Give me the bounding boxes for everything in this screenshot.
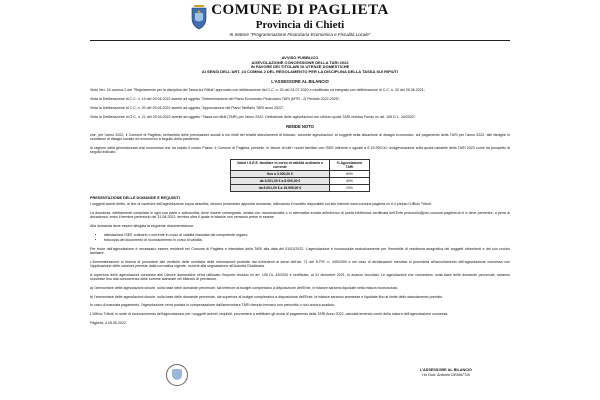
body-paragraph: In caso di mancata pagamento, l'agevolazione verrà portata in compensazione dall'ammontare TARI ritenuto inevaso non prescritto o non ancora scaduto. xyxy=(90,303,336,308)
table-row xyxy=(231,185,370,192)
rende-noto-paragraph: che, per l'anno 2022, il Comune di Paglieta, nell'ambito delle precisazioni sociali a noi limiti del relativi stanziamenti di bilancio, concede agevolazioni, ai soggetti nella situazione di disagio economico, sul pagamento della TARI per l'anno 2022, alle famiglie in condizioni di disagio sociale ed economico a seguito della pandemia. xyxy=(90,133,510,142)
body-paragraph: a) l'ammontare delle agevolazioni dovute, sulla base delle domande pervenute, sia inferiore al budget complessivo a disposizione dell'Ente, le istanze saranno liquidate nella misura riconosciuta; xyxy=(90,285,398,290)
table-header: % Agevolazione TARI xyxy=(329,160,369,171)
signature-block xyxy=(90,362,510,392)
visto-paragraph: Vista la Deliberazione di C.C. n. 19 del 29.04.2022 avente ad oggetto "Determinazione del Piano Economico Finanziario TARI (MTR - 2) Periodo 2022-2025"; xyxy=(90,97,341,102)
visto-paragraph: Visto l'art. 24 comma 2 del "Regolamento per la disciplina del Tassa sui Rifiuti" approvato con deliberazione del C.C. n. 30 del 31.07.2020 e modificato ed integrato con deliberazione di C.C. n. 32 del 29.06.2021; xyxy=(90,88,425,93)
body-paragraph: L'Amministrazione si riserva di procedere alle verifiche delle veridicità delle informazioni prodotte dai richiedenti ai sensi dell'art. 71 del D.P.R. n. 445/2000 e nel caso di dichiarazioni mendaci si procederà all'annullamento dell'agevolazione concessa con l'applicazione delle sanzioni previste dalla normativa vigente, nonché alla segnalazione all'Autorità Giudiziaria. xyxy=(90,259,510,268)
body-paragraph: A copertura delle agevolazioni concesse alle Utenze domestiche verrà utilizzato l'importo residuo ex art. 106 DL 34/2020 e certificato, al 31 dicembre 2021, in avanzo vincolato. Le agevolazioni che concedono, sulla base delle domande pervenute, saranno concesse fino alla concorrenza delle somme stanziate nel bilancio di previsione. xyxy=(90,272,510,282)
province-subtitle: Provincia di Chieti xyxy=(255,19,345,31)
table-row xyxy=(231,178,370,185)
assessore-heading: L'ASSESSORE AL BILANCIO xyxy=(271,79,329,85)
header-divider xyxy=(90,40,510,41)
body-paragraph: b) l'ammontare delle agevolazioni dovute, sulla base delle domande pervenute, sia superiore al budget complessivo a disposizione dell'Ente, le istanze saranno ammesse e liquidate fino al limite dello stanziamento previsto. xyxy=(90,294,444,299)
seal-crest xyxy=(172,369,182,380)
presentazione-paragraph: Alla domanda deve essere allegata la seguente documentazione: xyxy=(90,224,195,229)
signature xyxy=(420,368,472,377)
body-paragraph: Per fruire dell'agevolazione è necessario essere residenti nel Comune di Paglieta e intestatari della TARI alla data del 01/01/2022. L'agevolazione è riconosciuta esclusivamente per l'immobile di residenza anagrafica dei soggetti richiedenti e del suo nucleo familiare. xyxy=(90,246,510,255)
page-title: COMUNE DI PAGLIETA xyxy=(211,2,389,18)
table-row xyxy=(231,171,370,178)
date-line: Paglieta, 4.05.05.2022 xyxy=(90,321,126,325)
body-paragraph: L'Ufficio Tributi, in sede di riconoscimento dell'agevolazione per i soggetti aventi i requisiti, provvederà a rettificare gli avvisi di pagamento della TARI Anno 2022, calcolati tenendo conto della misura dell'agevolazione concessa. xyxy=(90,312,449,317)
rende-noto-heading: RENDE NOTO xyxy=(286,124,314,130)
presentazione-paragraph: La domanda, debitamente compilata in ogni sua parte e sottoscritta, deve essere consegnata, inviata con raccomandata o in alternativa inviata all'indirizzo di posta elettronica certificata dell'Ente protocollo@pec.comune.paglieta.ch.it e deve pervenire, a pena di decadenza, entro il termine perentorio del 31.08.2022; termine oltre il quale le istanze non verranno prese in esame. xyxy=(90,211,510,220)
visto-paragraph: Vista la Deliberazione di G.C. n. 21 del 29.04.2022 avente ad oggetto "Tassa sui rifiuti (TARI) per l'anno 2022. Definizione delle agevolazioni con utilizzo quota TARI residua Fondo ex art. 106 D.L. 34/2020"; xyxy=(90,114,417,119)
table-cell: fino a 3.000,00 € xyxy=(231,171,330,178)
notice-heading xyxy=(90,56,510,74)
notice-line: AI SENSI DELL'ART. 24 COMMA 2 DEL REGOLAMENTO PER LA DISCIPLINA DELLA TASSA SUI RIFIUTI xyxy=(201,68,399,74)
table-cell: 60% xyxy=(329,171,369,178)
municipal-crest-icon xyxy=(190,4,208,30)
isee-rates-table xyxy=(230,159,370,192)
sector-line: III Settore "Programmazione Finanziaria Economica e Fiscalità Locale" xyxy=(229,32,371,37)
presentazione-heading: PRESENTAZIONE DELLE DOMANDE E REQUISITI xyxy=(90,196,180,201)
list-item: • fotocopia del documento di riconoscimento in corso di validità. xyxy=(104,238,510,242)
notice-line: AGEVOLAZIONE CONCESSIONE DELLA TARI 2022 xyxy=(251,59,349,65)
table-cell: da 8.001,00 € a 15.999,00 € xyxy=(231,185,330,192)
notice-line: AVVISO PUBBLICO xyxy=(281,55,319,60)
table-cell: 40% xyxy=(329,178,369,185)
letterhead xyxy=(90,0,510,52)
attachments-list xyxy=(104,233,510,243)
visto-paragraph: Vista la Deliberazione di C.C. n. 20 del 29.04.2022 avente ad oggetto "Approvazione del Piano Tariffario TARI anno 2022"; xyxy=(90,105,285,110)
list-item: • attestazione ISEE ordinario o corrente in corso di validità rilasciata dal competente organo; xyxy=(104,233,510,237)
official-seal-icon xyxy=(166,364,188,386)
table-cell: da 3.001,00 € a 8.000,00 € xyxy=(231,178,330,185)
table-cell: 20% xyxy=(329,185,369,192)
signatory-role: L'ASSESSORE AL BILANCIO xyxy=(419,368,472,372)
notice-line: IN FAVORE DEI TITOLARI DI UTENZE DOMESTICHE xyxy=(250,64,350,70)
presentazione-paragraph: I soggetti aventi diritto, al fine di usufruire dell'agevolazione sopra descritta, devono presentare apposita domanda, utilizzando il modello disponibile sul sito internet www.comune.paglieta.ch.it o presso l'Ufficio Tributi. xyxy=(90,202,432,207)
rende-noto-paragraph: In ragione della generalizzata crisi economica che ha colpito il nostro Paese, il Comune di Paglieta, prevede, in favore di tutti i nuclei familiari con ISEE inferiore o uguale a € 15.999,00, un'agevolazione sulla quota variabile della TARI 2022 come da prospetto di seguito indicato: xyxy=(90,146,510,155)
table-header: Valori I.S.E.E. familiare in corso di validità ordinario o corrente xyxy=(231,160,330,171)
signatory-name: f.to Dott. Antonio DEMATTIA xyxy=(421,372,470,377)
